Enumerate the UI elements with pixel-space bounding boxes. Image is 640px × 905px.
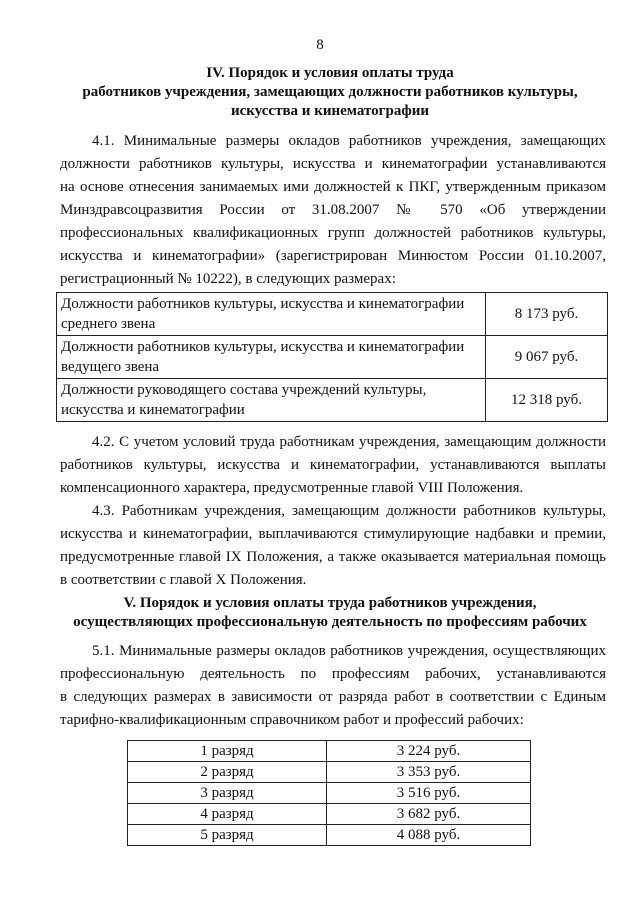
text-line: в соответствии с главой X Положения. [60,572,307,588]
position-cell [57,293,486,336]
table-row [57,379,608,422]
paragraph-4-3 [60,500,606,592]
heading-line: V. Порядок и условия оплаты труда работников учреждения, [123,595,537,611]
text-line: предусмотренные главой IX Положения, а также оказывается материальная помощь [60,549,606,565]
position-cell [57,336,486,379]
table-row [128,762,531,783]
paragraph-5-1 [60,640,606,732]
section-4-heading [60,64,600,121]
salary-cell: 12 318 руб. [486,379,608,422]
text-line: в следующих размерах в зависимости от разряда работ в соответствии с Единым [60,689,606,705]
worker-grade-table [127,740,531,846]
grade-cell: 5 разряд [128,825,327,846]
salary-cell: 4 088 руб. [327,825,531,846]
paragraph-4-2 [60,431,606,500]
heading-line: IV. Порядок и условия оплаты труда [206,65,454,81]
text-line: работников культуры, искусства и кинематографии, устанавливаются выплаты [60,457,606,473]
text-line: 5.1. Минимальные размеры окладов работников учреждения, осуществляющих [92,643,606,659]
cell-line: Должности работников культуры, искусства и кинематографии [61,339,465,355]
table-row [128,783,531,804]
cell-line: Должности работников культуры, искусства и кинематографии [61,296,465,312]
text-line: 4.2. С учетом условий труда работникам учреждения, замещающим должности [92,434,606,450]
salary-cell: 3 224 руб. [327,741,531,762]
cell-line: ведущего звена [61,359,160,375]
text-line: 4.3. Работникам учреждения, замещающим должности работников культуры, [92,503,606,519]
cell-line: среднего звена [61,316,156,332]
table-row [57,293,608,336]
text-line: регистрационный № 10222), в следующих размерах: [60,271,396,287]
heading-line: работников учреждения, замещающих должности работников культуры, [82,84,578,100]
text-line: на основе отнесения занимаемых ими должностей к ПКГ, утвержденным приказом [60,179,606,195]
text-line: Минздравсоцразвития России от 31.08.2007 № 570 «Об утверждении [60,202,606,218]
grade-cell: 3 разряд [128,783,327,804]
salary-cell: 3 682 руб. [327,804,531,825]
text-line: тарифно-квалификационным справочником работ и профессий рабочих: [60,712,524,728]
text-line: профессиональных квалификационных групп должностей работников культуры, [60,225,606,241]
text-line: компенсационного характера, предусмотренные главой VIII Положения. [60,480,524,496]
table-row [128,741,531,762]
text-line: искусства и кинематографии, выплачиваются стимулирующие надбавки и премии, [60,526,606,542]
salary-cell: 3 516 руб. [327,783,531,804]
page-number: 8 [316,37,324,53]
heading-line: искусства и кинематографии [231,103,429,119]
culture-salary-table [56,292,608,422]
text-line: профессиональную деятельность по профессиям рабочих, устанавливаются [60,666,606,682]
grade-cell: 1 разряд [128,741,327,762]
text-line: должности работников культуры, искусства и кинематографии устанавливаются [60,156,606,172]
cell-line: искусства и кинематографии [61,402,245,418]
table-row [57,336,608,379]
table-row [128,804,531,825]
grade-cell: 4 разряд [128,804,327,825]
grade-cell: 2 разряд [128,762,327,783]
section-5-heading [60,594,600,632]
text-line: 4.1. Минимальные размеры окладов работников учреждения, замещающих [92,133,606,149]
paragraph-4-1 [60,130,606,291]
heading-line: осуществляющих профессиональную деятельность по профессиям рабочих [73,614,587,630]
cell-line: Должности руководящего состава учреждений культуры, [61,382,427,398]
text-line: искусства и кинематографии» (зарегистрирован Минюстом России 01.10.2007, [60,248,606,264]
position-cell [57,379,486,422]
salary-cell: 9 067 руб. [486,336,608,379]
salary-cell: 8 173 руб. [486,293,608,336]
table-row [128,825,531,846]
salary-cell: 3 353 руб. [327,762,531,783]
